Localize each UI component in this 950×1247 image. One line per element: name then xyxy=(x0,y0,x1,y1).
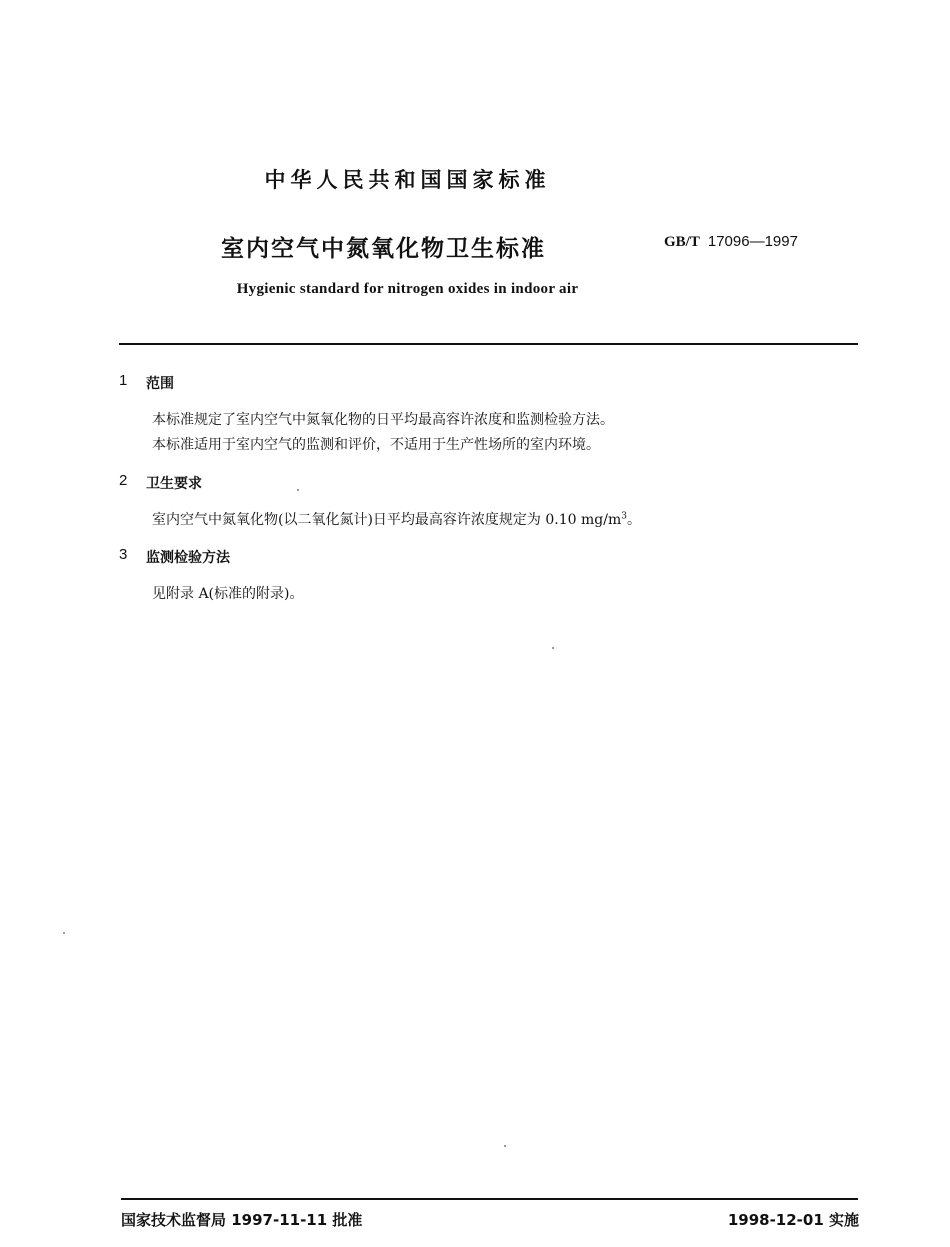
standard-code: 17096—1997 xyxy=(707,233,798,250)
document-title-en: Hygienic standard for nitrogen oxides in indoor air xyxy=(236,281,579,297)
header-divider xyxy=(119,343,858,345)
standard-prefix: GB/T xyxy=(664,234,700,250)
scan-speck xyxy=(297,489,299,491)
approval-date: 国家技术监督局 1997-11-11 批准 xyxy=(121,1211,363,1229)
section-1-paragraph-1: 本标准规定了室内空气中氮氧化物的日平均最高容许浓度和监测检验方法。 xyxy=(152,412,614,428)
footer-divider xyxy=(121,1198,858,1200)
unit-superscript: 3 xyxy=(621,511,627,522)
scan-speck xyxy=(504,1145,506,1147)
section-1-title: 范围 xyxy=(146,376,174,392)
section-1-paragraph-2: 本标准适用于室内空气的监测和评价，不适用于生产性场所的室内环境。 xyxy=(152,437,600,453)
implementation-date: 1998-12-01 实施 xyxy=(727,1211,859,1229)
section-3-paragraph: 见附录 A(标准的附录)。 xyxy=(152,586,304,602)
section-2-number: 2 xyxy=(119,472,128,489)
section-3-number: 3 xyxy=(119,546,128,563)
section-2-paragraph xyxy=(152,509,641,529)
section-2-text: 室内空气中氮氧化物(以二氧化氮计)日平均最高容许浓度规定为 0.10 mg/m xyxy=(152,512,622,528)
standard-number xyxy=(664,232,798,251)
section-2-text-end: 。 xyxy=(626,512,641,528)
section-2-title: 卫生要求 xyxy=(146,476,202,492)
scan-speck xyxy=(63,932,65,934)
section-3-title: 监测检验方法 xyxy=(146,550,230,566)
section-1-number: 1 xyxy=(119,372,128,389)
scan-speck xyxy=(552,647,554,649)
national-standard-heading: 中华人民共和国国家标准 xyxy=(264,168,551,192)
document-title-cn: 室内空气中氮氧化物卫生标准 xyxy=(221,236,546,262)
